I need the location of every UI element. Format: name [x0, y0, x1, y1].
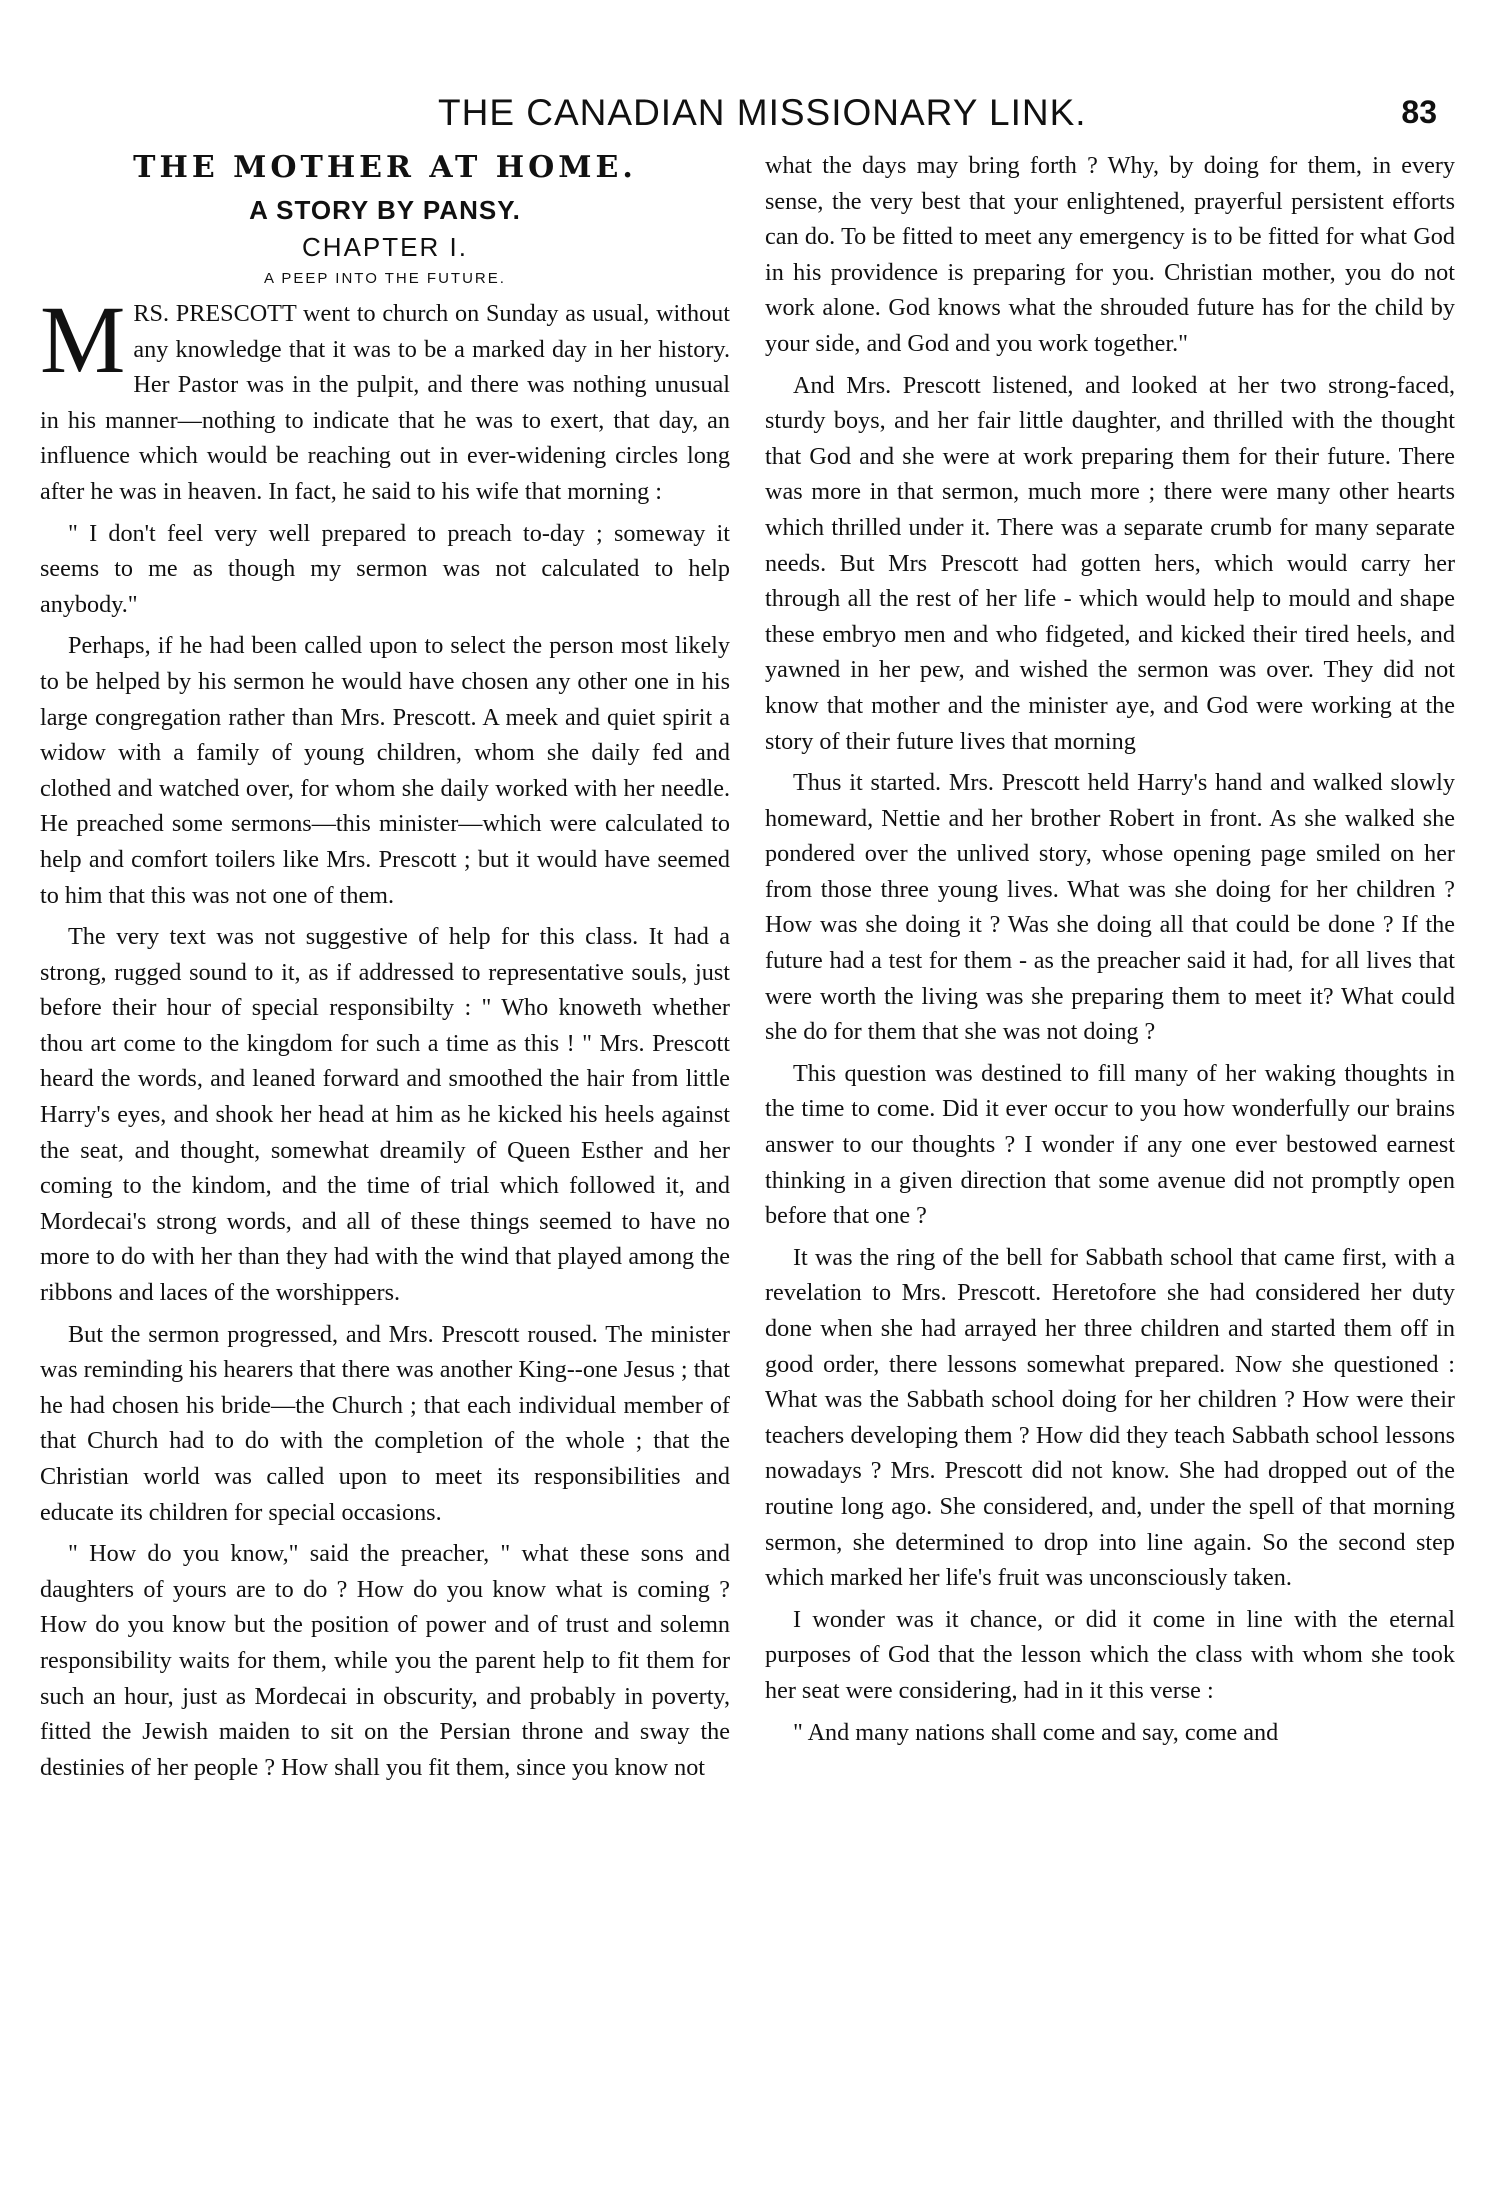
chapter-heading: CHAPTER I. [302, 232, 468, 262]
paragraph: " I don't feel very well prepared to preach to-day ; someway it seems to me as though my sermon was not calculated to help anybody." [40, 519, 730, 618]
paragraph: " And many nations shall come and say, come and [793, 1718, 1279, 1746]
paragraph: what the days may bring forth ? Why, by doing for them, in every sense, the very best that your enlightened, prayerful persistent efforts can do. To be fitted to meet any emergency is to be fitted for what God in his providence is preparing for you. Christian mother, you do not work alone. God knows what the shrouded future has for the child by your side, and God and you work together." [765, 152, 1455, 357]
drop-cap: M [40, 286, 126, 393]
journal-title: THE CANADIAN MISSIONARY LINK. [438, 92, 1087, 133]
paragraph: Perhaps, if he had been called upon to select the person most likely to be helped by his sermon he would have chosen any other one in his large congregation rather than Mrs. Prescott. A meek and quiet spirit a widow with a family of young children, whom she daily fed and clothed and watched over, for whom she daily worked with her needle. He preached some sermons—this minister—which were calculated to help and comfort toilers like Mrs. Prescott ; but it would have seemed to him that this was not one of them. [40, 632, 730, 909]
left-column [40, 148, 730, 1791]
paragraph: And Mrs. Prescott listened, and looked at her two strong-faced, sturdy boys, and her fair little daughter, and thrilled with the thought that God and she were at work preparing them for their future. There was more in that sermon, much more ; there were many other hearts which thrilled under it. There was a separate crumb for many separate needs. But Mrs Prescott had gotten hers, which would carry her through all the rest of her life - which would help to mould and shape these embryo men and who fidgeted, and kicked their tired heels, and yawned in her pew, and wished the sermon was over. They did not know that mother and the minister aye, and God were working at the story of their future lives that morning [765, 371, 1455, 755]
paragraph: " How do you know," said the preacher, " what these sons and daughters of yours are to do ? How do you know what is coming ? How do you know but the position of power and of trust and solemn responsibility waits for them, while you the parent help to fit them for such an hour, just as Mordecai in obscurity, and probably in poverty, fitted the Jewish maiden to sit on the Persian throne and sway the destinies of her people ? How shall you fit them, since you know not [40, 1540, 730, 1781]
page-number: 83 [1401, 94, 1437, 130]
paragraph: This question was destined to fill many of her waking thoughts in the time to come. Did it ever occur to you how wonderfully our brains answer to our thoughts ? I wonder if any one ever bestowed earnest thinking in a given direction that some avenue did not promptly open before that one ? [765, 1059, 1455, 1230]
article-title: THE MOTHER AT HOME. [133, 150, 637, 185]
right-column [765, 148, 1455, 1756]
paragraph: The very text was not suggestive of help for this class. It had a strong, rugged sound to it, as if addressed to representative souls, just before their hour of special responsibilty : " Who knoweth whether thou art come to the kingdom for such a time as this ! " Mrs. Prescott heard the words, and leaned forward and smoothed the hair from little Harry's eyes, and shook her head at him as he kicked his heels against the seat, and thought, somewhat dreamily of Queen Esther and her coming to the kindom, and the time of trial which followed it, and Mordecai's strong words, and all of these things seemed to have no more to do with her than they had with the wind that played among the ribbons and laces of the worshippers. [40, 923, 730, 1307]
running-head [0, 92, 1495, 142]
paragraph: It was the ring of the bell for Sabbath school that came first, with a revelation to Mrs. Prescott. Heretofore she had considered her duty done when she had arrayed her three children and started them off in good order, there lessons somewhat prepared. Now she questioned : What was the Sabbath school doing for her children ? How were their teachers developing them ? How did they teach Sabbath school lessons nowadays ? Mrs. Prescott did not know. She had dropped out of the routine long ago. She considered, and, under the spell of that morning sermon, she determined to drop into line again. So the second step which marked her life's fruit was unconsciously taken. [765, 1243, 1455, 1592]
chapter-subtitle: A PEEP INTO THE FUTURE. [264, 270, 506, 287]
paragraph: Thus it started. Mrs. Prescott held Harry's hand and walked slowly homeward, Nettie and her brother Robert in front. As she walked she pondered over the unlived story, whose opening page smiled on her from those three young lives. What was she doing for her children ? How was she doing it ? Was she doing all that could be done ? If the future had a test for them - as the preacher said it had, for all lives that were worth the living was she preparing them to meet it? What could she do for them that she was not doing ? [765, 769, 1455, 1046]
first-paragraph [40, 286, 730, 510]
article-subtitle: A STORY BY PANSY. [249, 195, 521, 225]
first-paragraph-text: RS. PRESCOTT went to church on Sunday as usual, without any knowledge that it was to be a marked day in her history. Her Pastor was in the pulpit, and there was nothing unusual in his manner—nothing to indicate that he was to exert, that day, an influence which would be reaching out in ever-widening circles long after he was in heaven. In fact, he said to his wife that morning : [40, 300, 730, 505]
paragraph: I wonder was it chance, or did it come in line with the eternal purposes of God that the lesson which the class with whom she took her seat were considering, had in it this verse : [765, 1605, 1455, 1704]
paragraph: But the sermon progressed, and Mrs. Prescott roused. The minister was reminding his hearers that there was another King--one Jesus ; that he had chosen his bride—the Church ; that each individual member of that Church had to do with the completion of the whole ; that the Christian world was called upon to meet its responsibilities and educate its children for special occasions. [40, 1320, 730, 1526]
